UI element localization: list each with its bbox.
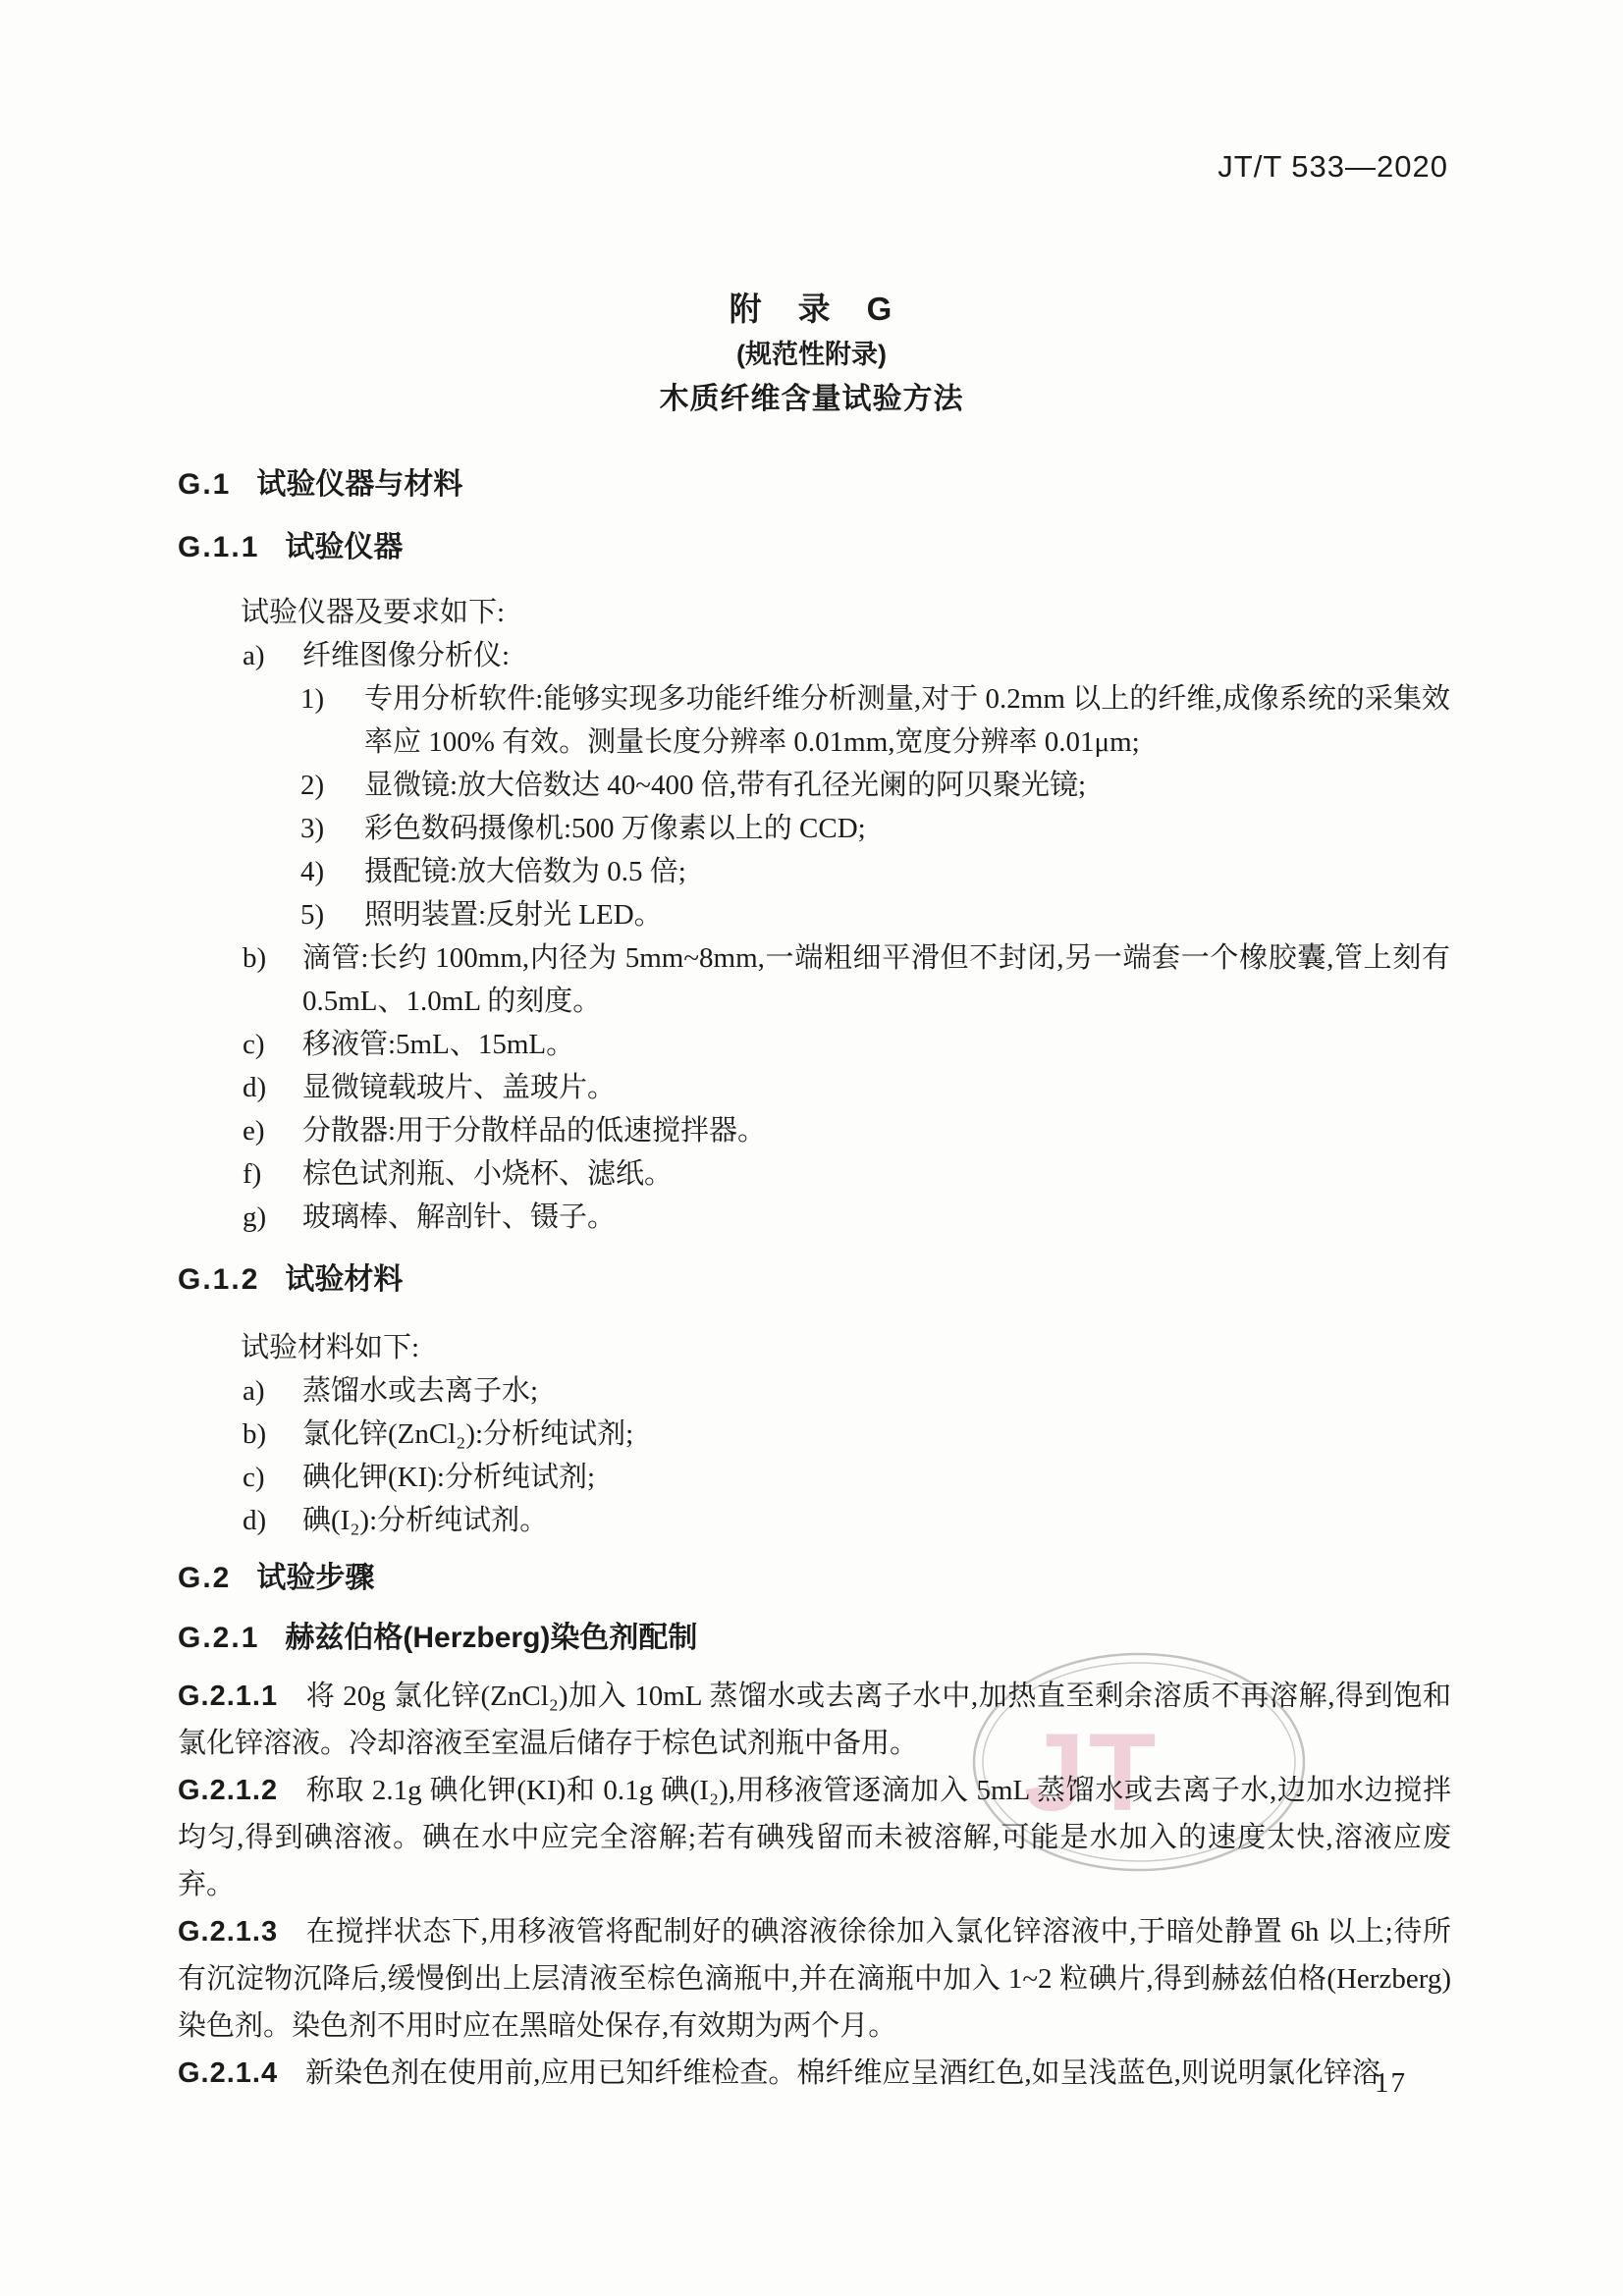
item-text: 碘(I₂):分析纯试剂。 [302, 1505, 549, 1536]
paragraph-number: G.2.1.3 [178, 1916, 279, 1948]
item-text: 棕色试剂瓶、小烧杯、滤纸。 [302, 1158, 674, 1190]
paragraph-number: G.2.1.1 [178, 1681, 279, 1712]
list-item-a [178, 1369, 1450, 1413]
subitem-5 [178, 893, 1450, 936]
paragraph-number: G.2.1.4 [178, 2057, 279, 2089]
standard-code: JT/T 533—2020 [1217, 149, 1448, 184]
item-label: 3) [300, 813, 325, 844]
list-item-d [178, 1066, 1450, 1109]
section-title: 试验仪器与材料 [256, 468, 463, 501]
item-label: 1) [300, 683, 325, 715]
section-number: G.2 [178, 1562, 232, 1594]
section-number: G.1.2 [178, 1263, 260, 1296]
item-text: 氯化锌(ZnCl₂):分析纯试剂; [302, 1418, 634, 1450]
item-text: 专用分析软件:能够实现多功能纤维分析测量,对于 0.2mm 以上的纤维,成像系统的采集效率应 100% 有效。测量长度分辨率 0.01mm,宽度分辨率 0.01μm; [364, 683, 1450, 758]
section-number: G.1.1 [178, 531, 260, 563]
item-label: b) [243, 942, 267, 974]
paragraph-number: G.2.1.2 [178, 1775, 279, 1806]
item-text: 显微镜:放大倍数达 40~400 倍,带有孔径光阑的阿贝聚光镜; [364, 770, 1087, 801]
list-item-a [178, 634, 1450, 677]
item-label: c) [243, 1462, 265, 1493]
subitem-3 [178, 807, 1450, 850]
paragraph-text: 将 20g 氯化锌(ZnCl₂)加入 10mL 蒸馏水或去离子水中,加热直至剩余溶质不再溶解,得到饱和氯化锌溶液。冷却溶液至室温后储存于棕色试剂瓶中备用。 [178, 1681, 1451, 1759]
item-label: 2) [300, 770, 325, 801]
item-text: 显微镜载玻片、盖玻片。 [302, 1072, 617, 1103]
item-label: e) [243, 1115, 265, 1147]
paragraph-g2114 [178, 2050, 1451, 2097]
appendix-title-block [0, 287, 1623, 422]
item-label: a) [243, 1375, 265, 1407]
section-title: 试验步骤 [256, 1562, 375, 1594]
paragraph-text: 称取 2.1g 碘化钾(KI)和 0.1g 碘(I₂),用移液管逐滴加入 5mL 蒸馏水或去离子水,边加水边搅拌均匀,得到碘溶液。碘在水中应完全溶解;若有碘残留而未被溶解,可能是水加入的速度太快,溶液应废弃。 [178, 1775, 1451, 1900]
list-item-b [178, 1413, 1450, 1456]
list-item-b [178, 936, 1450, 1023]
section-title: 赫兹伯格(Herzberg)染色剂配制 [285, 1622, 698, 1654]
section-heading-g12 [178, 1260, 403, 1300]
page-number: 17 [1375, 2067, 1407, 2099]
item-text: 移液管:5mL、15mL。 [302, 1029, 575, 1060]
item-label: f) [243, 1158, 262, 1190]
section-number: G.2.1 [178, 1622, 260, 1654]
instrument-list [178, 591, 1450, 1239]
item-label: a) [243, 640, 265, 671]
procedure-paragraphs [178, 1673, 1451, 2097]
item-label: d) [243, 1072, 267, 1103]
item-label: c) [243, 1029, 265, 1060]
paragraph-g2113 [178, 1908, 1451, 2050]
subitem-2 [178, 764, 1450, 807]
list-item-f [178, 1152, 1450, 1196]
section-number: G.1 [178, 468, 232, 501]
list-item-c [178, 1023, 1450, 1066]
subitem-1 [178, 677, 1450, 764]
item-label: 5) [300, 899, 325, 931]
section-title: 试验仪器 [285, 531, 404, 563]
watermark-jt-text: JT [1023, 1711, 1161, 1834]
item-text: 碘化钾(KI):分析纯试剂; [302, 1462, 596, 1493]
item-text: 彩色数码摄像机:500 万像素以上的 CCD; [364, 813, 866, 844]
list-item-g [178, 1196, 1450, 1239]
section-heading-g11 [178, 528, 403, 567]
section-heading-g2 [178, 1559, 374, 1598]
list-item-e [178, 1109, 1450, 1152]
paragraph-g2111 [178, 1673, 1451, 1767]
list-intro: 试验仪器及要求如下: [241, 597, 506, 628]
paragraph-text: 在搅拌状态下,用移液管将配制好的碘溶液徐徐加入氯化锌溶液中,于暗处静置 6h 以上;待所有沉淀物沉降后,缓慢倒出上层清液至棕色滴瓶中,并在滴瓶中加入 1~2 粒碘片,得到赫兹伯格(Herzberg)染色剂。染色剂不用时应在黑暗处保存,有效期为两个月。 [178, 1916, 1451, 2042]
appendix-number-title: 附 录 G [729, 291, 894, 327]
subitem-4 [178, 850, 1450, 893]
section-heading-g1 [178, 465, 462, 505]
item-label: g) [243, 1201, 267, 1233]
item-text: 照明装置:反射光 LED。 [364, 899, 663, 931]
paragraph-text: 新染色剂在使用前,应用已知纤维检查。棉纤维应呈酒红色,如呈浅蓝色,则说明氯化锌溶 [305, 2057, 1380, 2089]
appendix-type: (规范性附录) [736, 340, 887, 369]
paragraph-g2112 [178, 1767, 1451, 1908]
section-heading-g21 [178, 1619, 697, 1658]
item-text: 摄配镜:放大倍数为 0.5 倍; [364, 856, 686, 887]
material-list [178, 1326, 1450, 1542]
list-item-d [178, 1499, 1450, 1542]
item-label: d) [243, 1505, 267, 1536]
list-intro: 试验材料如下: [241, 1332, 420, 1363]
section-title: 试验材料 [285, 1263, 404, 1296]
item-text: 分散器:用于分散样品的低速搅拌器。 [302, 1115, 767, 1147]
list-item-c [178, 1456, 1450, 1499]
item-label: b) [243, 1418, 267, 1450]
item-text: 滴管:长约 100mm,内径为 5mm~8mm,一端粗细平滑但不封闭,另一端套一个橡胶囊,管上刻有 0.5mL、1.0mL 的刻度。 [302, 942, 1450, 1017]
item-text: 纤维图像分析仪: [302, 640, 511, 671]
item-label: 4) [300, 856, 325, 887]
appendix-name: 木质纤维含量试验方法 [659, 383, 964, 415]
item-text: 蒸馏水或去离子水; [302, 1375, 539, 1407]
item-text: 玻璃棒、解剖针、镊子。 [302, 1201, 617, 1233]
